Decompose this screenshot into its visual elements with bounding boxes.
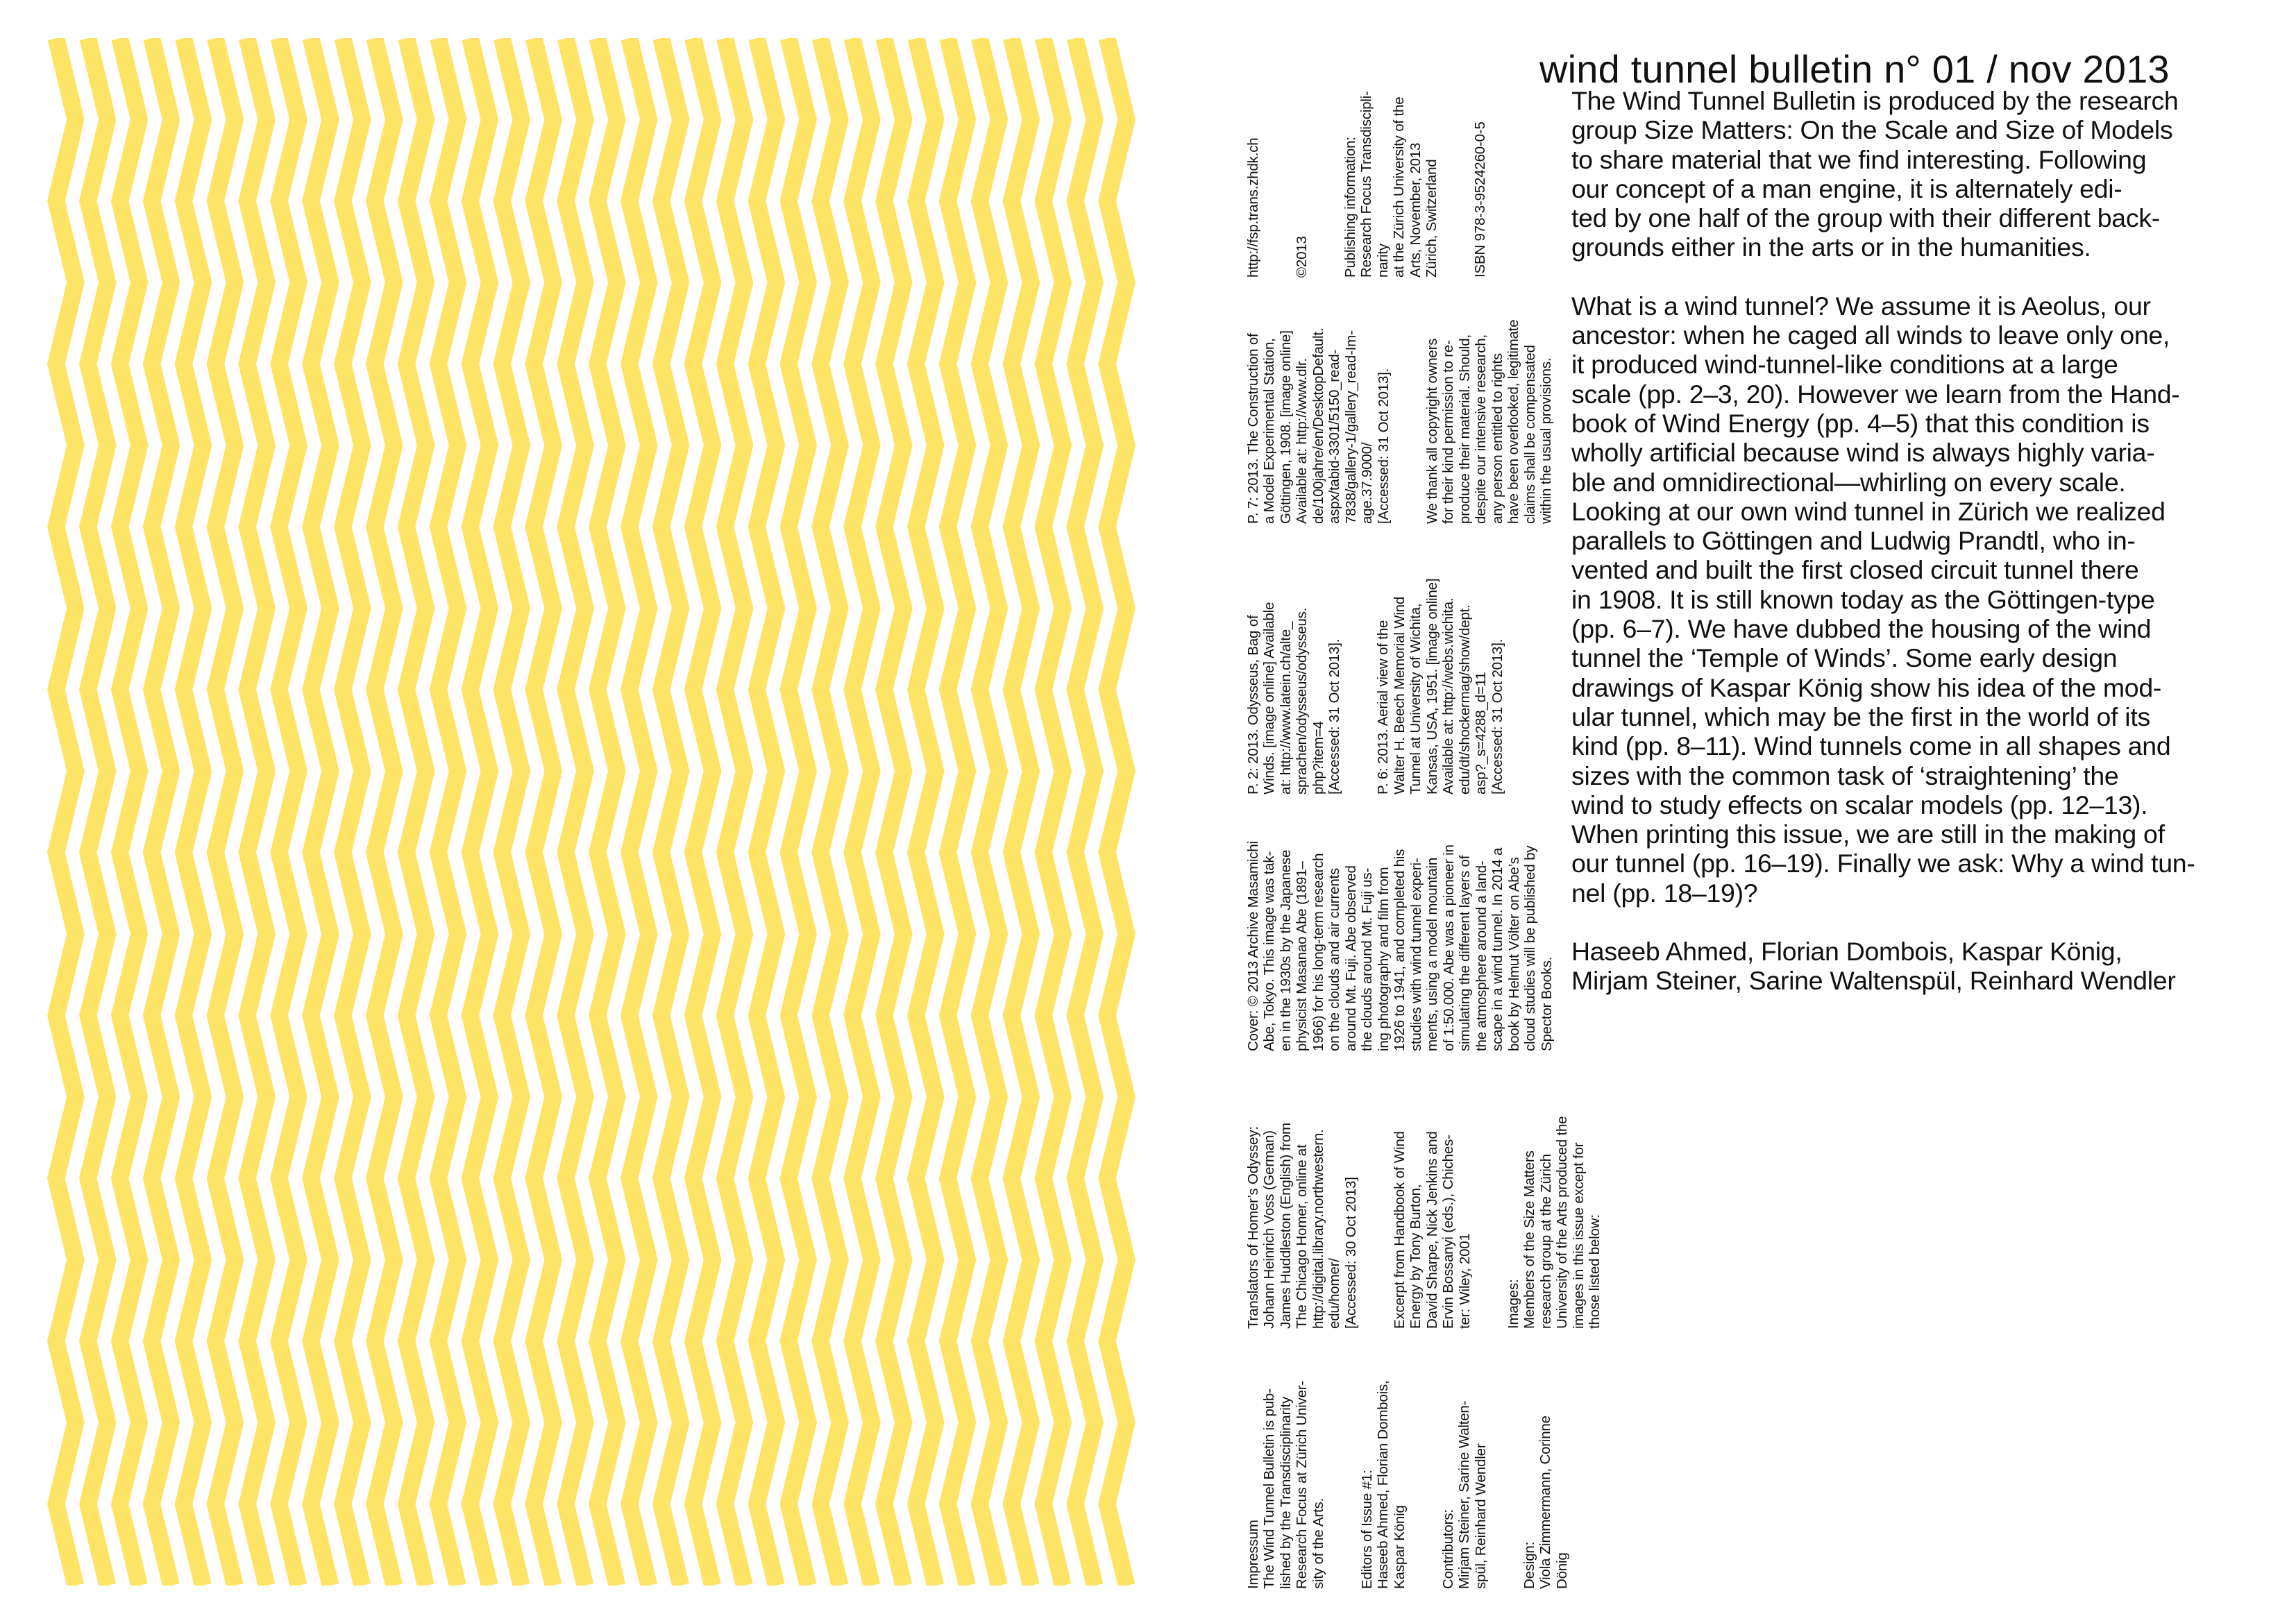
imprint-intro: Impressum The Wind Tunnel Bulletin is pub- lished by the Transdisciplinarity Research Focus at Zürich Univer- sity of the Arts. <box>1244 1380 1326 1589</box>
imprint-colophon <box>1229 62 1603 1589</box>
imprint-column-4 <box>1229 562 1538 794</box>
zigzag-stripe <box>534 38 553 1586</box>
imprint-p7-credit: P. 7: 2013. The Construction of a Model Experimental Station, Göttingen, 1908. [image online] Available at: http://www.dlr. de/100jahre/en/DesktopDefault. aspx/tabid-3301/5150_read- 7838/gallery-1/gallery_read-Im- age.37.9000/ [Accessed: 31 Oct 2013]. <box>1244 328 1392 524</box>
imprint-images-credit: Images: Members of the Size Matters research group at the Zürich University of the Arts produced the images in this issue except for those listed below: <box>1505 1116 1603 1329</box>
zigzag-stripe <box>1107 38 1126 1586</box>
zigzag-stripe <box>916 38 936 1586</box>
imprint-editors: Editors of Issue #1: Haseeb Ahmed, Florian Dombois, Kaspar König <box>1358 1380 1408 1589</box>
imprint-isbn: ISBN 978-3-9524260-0-5 <box>1472 121 1488 278</box>
zigzag-stripe-artwork <box>35 38 1145 1586</box>
zigzag-stripe <box>279 38 298 1586</box>
imprint-column-6 <box>1229 62 1521 278</box>
imprint-column-1 <box>1229 1360 1603 1589</box>
zigzag-stripe <box>152 38 171 1586</box>
imprint-excerpt-credit: Excerpt from Handbook of Wind Energy by Tony Burton, David Sharpe, Nick Jenkins and Ervin Bossanyi (eds.), Chiches- ter: Wiley, 2001 <box>1391 1131 1473 1329</box>
imprint-thanks: We thank all copyright owners for their kind permission to re- produce their material. Should, despite our intensive research, any person entitled to rights have been overlooked, legitimate claims shall be compensated within the usual provisions. <box>1424 319 1554 524</box>
editorial-wind-tunnel-paragraph: What is a wind tunnel? We assume it is Aeolus, our ancestor: when he caged all winds to leave only one, it produced wind-tunnel-like conditions at a large scale (pp. 2–3, 20). However we learn from the Hand- book of Wind Energy (pp. 4–5) that this condition is wholly artificial because wind is always highly varia- ble and omnidirectional—whirling on every scale. Looking at our own wind tunnel in Zürich we realized parallels to Göttingen and Ludwig Prandtl, who in- vented and built the first closed circuit tunnel there in 1908. It is still known today as the Göttingen-type (pp. 6–7). We have dubbed the housing of the wind tunnel the ‘Temple of Winds’. Some early design drawings of Kaspar König show his idea of the mod- ular tunnel, which may be the first in the world of its kind (pp. 8–11). Wind tunnels come in all shapes and sizes with the common task of ‘straightening’ the wind to study effects on scalar models (pp. 12–13). When printing this issue, we are still in the making of our tunnel (pp. 16–19). Finally we ask: Why a wind tun- nel (pp. 18–19)? <box>1571 291 2195 908</box>
editorial-authors: Haseeb Ahmed, Florian Dombois, Kaspar König, Mirjam Steiner, Sarine Waltenspül, Reinhard Wendler <box>1571 937 2176 996</box>
zigzag-stripe <box>120 38 140 1586</box>
zigzag-stripe <box>184 38 203 1586</box>
zigzag-stripe <box>661 38 681 1586</box>
imprint-translators: Translators of Homer’s Odyssey: Johann Heinrich Voss (German) James Huddleston (English) from The Chicago Homer, online at http://digital.library.northwestern. edu/homer/ [Accessed: 30 Oct 2013] <box>1244 1123 1359 1329</box>
imprint-publishing-info: Publishing information: Research Focus Transdiscipli- narity at the Zürich University of the Arts, November, 2013 Zürich, Switzerland <box>1342 91 1440 278</box>
zigzag-stripe <box>980 38 999 1586</box>
zigzag-stripe <box>215 38 235 1586</box>
zigzag-stripe <box>470 38 489 1586</box>
zigzag-stripe <box>1043 38 1063 1586</box>
zigzag-stripe <box>1075 38 1095 1586</box>
zigzag-stripe <box>693 38 713 1586</box>
zigzag-stripe <box>725 38 745 1586</box>
imprint-p2-credit: P. 2: 2013. Odysseus, Bag of Winds. [image online] Available at: http://www.latein.ch/alte_ sprachen/odysseus/odysseus. php?item=4 [Accessed: 31 Oct 2013]. <box>1244 602 1342 794</box>
zigzag-stripe <box>820 38 840 1586</box>
zigzag-stripe <box>630 38 649 1586</box>
editorial-intro-paragraph: The Wind Tunnel Bulletin is produced by the research group Size Matters: On the Scale and Size of Models to share material that we find interesting. Following our concept of a man engine, it is alternately edi- ted by one half of the group with their different back- grounds either in the arts or in the humanities. <box>1571 86 2179 262</box>
bulletin-editorial <box>1571 86 2265 1025</box>
imprint-copyright: ©2013 <box>1293 236 1310 278</box>
zigzag-stripe <box>1011 38 1031 1586</box>
imprint-design: Design: Viola Zimmermann, Corinne Dönig <box>1521 1416 1570 1589</box>
zigzag-stripe <box>407 38 426 1586</box>
zigzag-stripe <box>311 38 330 1586</box>
zigzag-stripe <box>566 38 585 1586</box>
zigzag-stripe <box>439 38 458 1586</box>
zigzag-stripe <box>343 38 362 1586</box>
zigzag-stripe <box>598 38 617 1586</box>
zigzag-stripe <box>948 38 968 1586</box>
imprint-column-2 <box>1229 1089 1635 1329</box>
imprint-contributors: Contributors: Mirjam Steiner, Sarine Walten- spül, Reinhard Wendler <box>1440 1400 1489 1589</box>
zigzag-stripe <box>88 38 108 1586</box>
zigzag-stripe <box>757 38 776 1586</box>
zigzag-stripe <box>375 38 394 1586</box>
zigzag-stripe <box>788 38 808 1586</box>
zigzag-stripe <box>56 38 76 1586</box>
imprint-p6-credit: P. 6: 2013. Aerial view of the Walter H. Beech Memorial Wind Tunnel at University of Wichita, Kansas, USA, 1951. [image online] Available at: http://webs.wichita. edu/dt/shockermag/show/dept. asp?_s=4288_d=11 [Accessed: 31 Oct 2013]. <box>1375 578 1505 794</box>
zigzag-stripe <box>247 38 267 1586</box>
imprint-column-5 <box>1229 288 1587 524</box>
zigzag-stripe <box>502 38 521 1586</box>
bulletin-title: wind tunnel bulletin n° 01 / nov 2013 <box>1539 47 2170 91</box>
zigzag-stripe <box>852 38 872 1586</box>
imprint-url: http://fsp.trans.zhdk.ch <box>1244 137 1261 278</box>
zigzag-stripe <box>884 38 904 1586</box>
imprint-column-3 <box>1229 815 1587 1051</box>
imprint-cover-credit: Cover: © 2013 Archive Masamichi Abe, Tokyo. This image was tak- en in the 1930s by the Japanese physicist Masanao Abe (1891– 1966) for his long-term research on the clouds and air currents around Mt. Fuji. Abe observed the clouds around Mt. Fuji us- ing photography and film from 1926 to 1941, and completed his studies with wind tunnel experi- ments, using a model mountain of 1:50.000. Abe was a pioneer in simulating the different layers of the atmosphere around a land- scape in a wind tunnel. In 2014 a book by Helmut Völter on Abe’s cloud studies will be published by Spector Books. <box>1244 841 1555 1051</box>
